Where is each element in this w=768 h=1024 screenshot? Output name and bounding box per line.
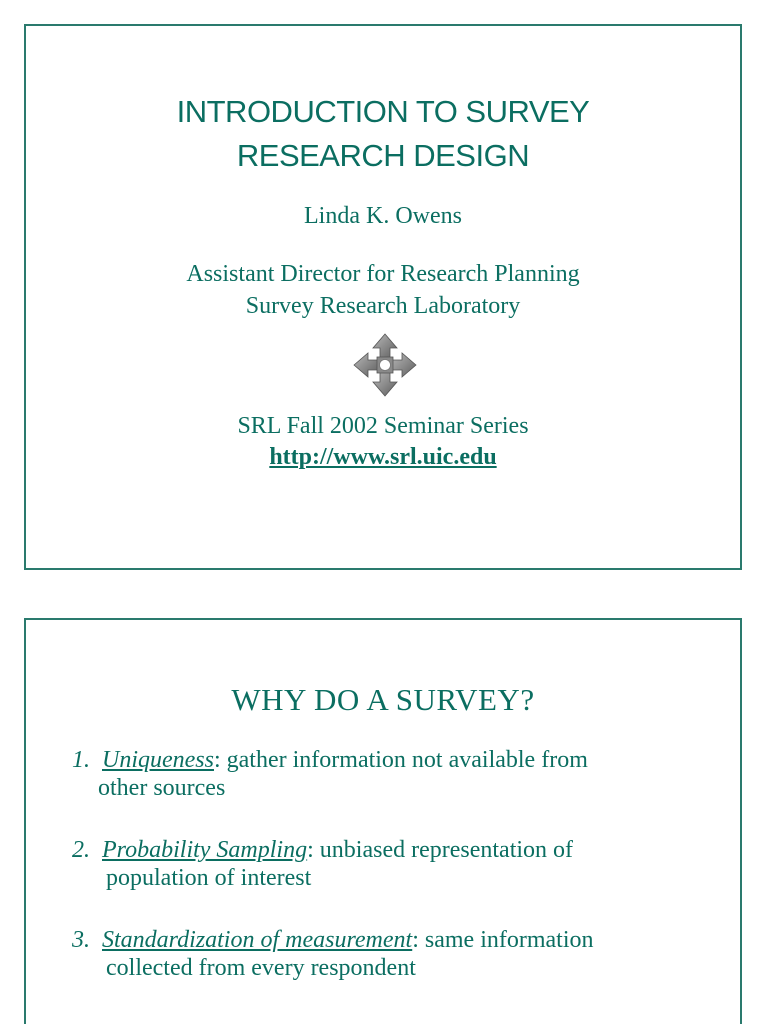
reasons-list	[72, 746, 712, 1016]
item-number: 2.	[72, 837, 90, 863]
item-number: 3.	[72, 927, 90, 953]
title-line-1: INTRODUCTION TO SURVEY	[176, 94, 590, 129]
item-continuation: population of interest	[106, 865, 312, 891]
list-item	[72, 746, 712, 802]
item-description: : gather information not available from	[213, 747, 588, 773]
organization-name: Survey Research Laboratory	[245, 293, 521, 319]
slide-title	[26, 90, 740, 178]
website-link-line	[26, 441, 740, 473]
title-slide	[24, 24, 742, 570]
why-survey-slide	[24, 618, 742, 1024]
item-continuation: other sources	[98, 775, 226, 801]
item-number: 1.	[72, 747, 90, 773]
website-link[interactable]: http://www.srl.uic.edu	[269, 444, 497, 470]
slide-title: WHY DO A SURVEY?	[231, 682, 535, 717]
author-name: Linda K. Owens	[304, 203, 462, 229]
list-item	[72, 926, 712, 982]
item-description: : unbiased representation of	[307, 837, 574, 863]
move-arrows-icon	[352, 332, 418, 398]
item-term: Standardization of measurement	[102, 927, 413, 953]
item-term: Uniqueness	[102, 747, 214, 773]
author-role: Assistant Director for Research Planning	[186, 261, 580, 287]
list-item	[72, 836, 712, 892]
title-line-2: RESEARCH DESIGN	[236, 138, 530, 173]
seminar-series: SRL Fall 2002 Seminar Series	[237, 413, 529, 439]
item-term: Probability Sampling	[102, 837, 308, 863]
item-continuation: collected from every respondent	[106, 955, 416, 981]
item-description: : same information	[412, 927, 594, 953]
